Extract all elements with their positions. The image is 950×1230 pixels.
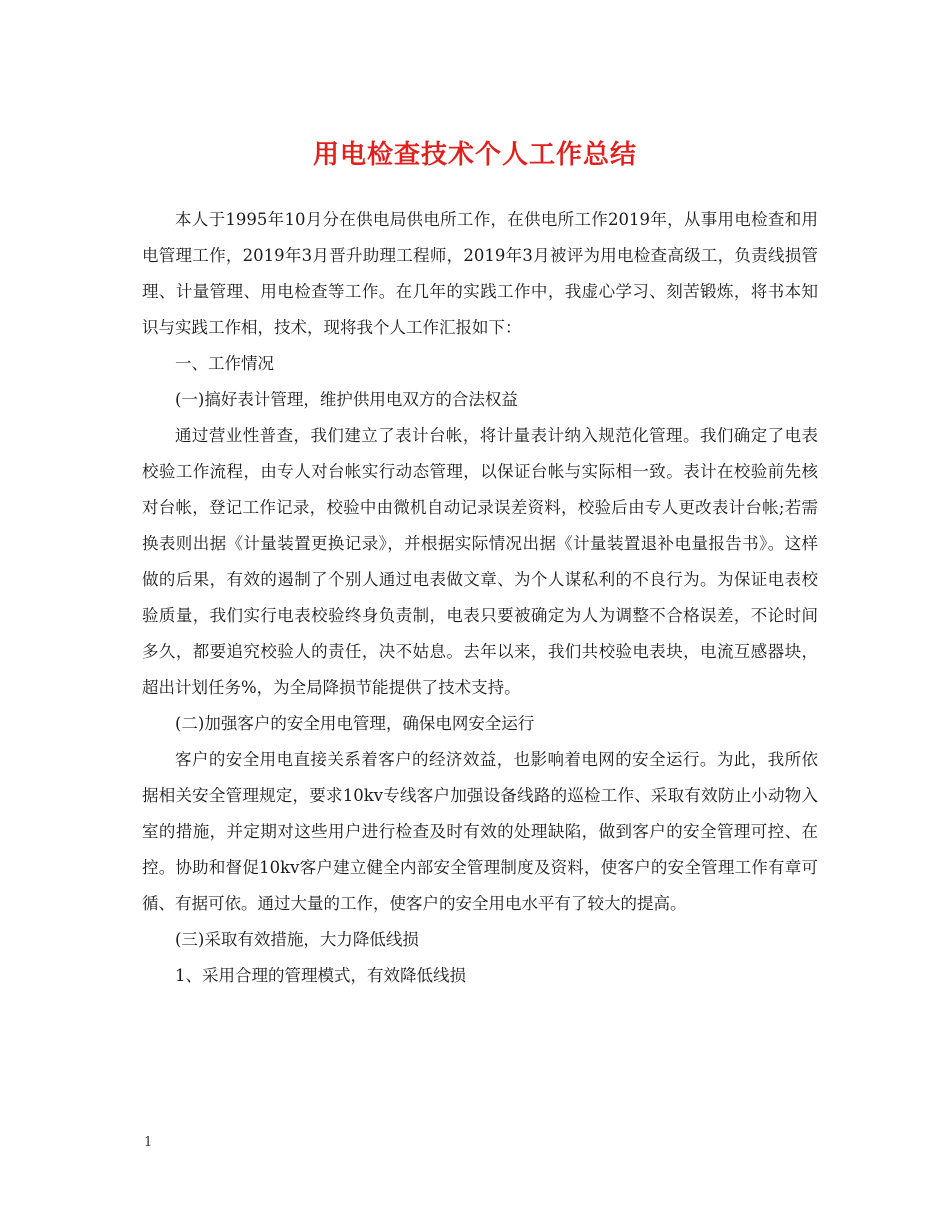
subheading-line-loss: (三)采取有效措施，大力降低线损 bbox=[175, 930, 419, 949]
heading-work-status: 一、工作情况 bbox=[175, 354, 274, 373]
item-management-mode: 1、采用合理的管理模式，有效降低线损 bbox=[175, 966, 466, 985]
document-body bbox=[142, 202, 818, 994]
page-number: 1 bbox=[144, 1135, 153, 1150]
subheading-meter-management: (一)搞好表计管理，维护供用电双方的合法权益 bbox=[175, 390, 518, 409]
paragraph-safety-management: 客户的安全用电直接关系着客户的经济效益，也影响着电网的安全运行。为此，我所依据相关安全管理规定，要求10kv专线客户加强设备线路的巡检工作、采取有效防止小动物入室的措施，并定期对这些用户进行检查及时有效的处理缺陷，做到客户的安全管理可控、在控。协助和督促10kv客户建立健全内部安全管理制度及资料，使客户的安全管理工作有章可循、有据可依。通过大量的工作，使客户的安全用电水平有了较大的提高。 bbox=[142, 750, 818, 913]
subheading-safety-management: (二)加强客户的安全用电管理，确保电网安全运行 bbox=[175, 714, 535, 733]
document-title: 用电检查技术个人工作总结 bbox=[312, 140, 637, 170]
paragraph-meter-management: 通过营业性普查，我们建立了表计台帐，将计量表计纳入规范化管理。我们确定了电表校验工作流程，由专人对台帐实行动态管理，以保证台帐与实际相一致。表计在校验前先核对台帐，登记工作记录，校验中由微机自动记录误差资料，校验后由专人更改表计台帐;若需换表则出据《计量装置更换记录》，并根据实际情况出据《计量装置退补电量报告书》。这样做的后果，有效的遏制了个别人通过电表做文章、为个人谋私利的不良行为。为保证电表校验质量，我们实行电表校验终身负责制，电表只要被确定为人为调整不合格误差，不论时间多久，都要追究校验人的责任，决不姑息。去年以来，我们共校验电表块，电流互感器块，超出计划任务%，为全局降损节能提供了技术支持。 bbox=[142, 426, 818, 697]
paragraph-intro: 本人于1995年10月分在供电局供电所工作，在供电所工作2019年，从事用电检查和用电管理工作，2019年3月晋升助理工程师，2019年3月被评为用电检查高级工，负责线损管理、计量管理、用电检查等工作。在几年的实践工作中，我虚心学习、刻苦锻炼，将书本知识与实践工作相，技术，现将我个人工作汇报如下： bbox=[142, 210, 818, 337]
